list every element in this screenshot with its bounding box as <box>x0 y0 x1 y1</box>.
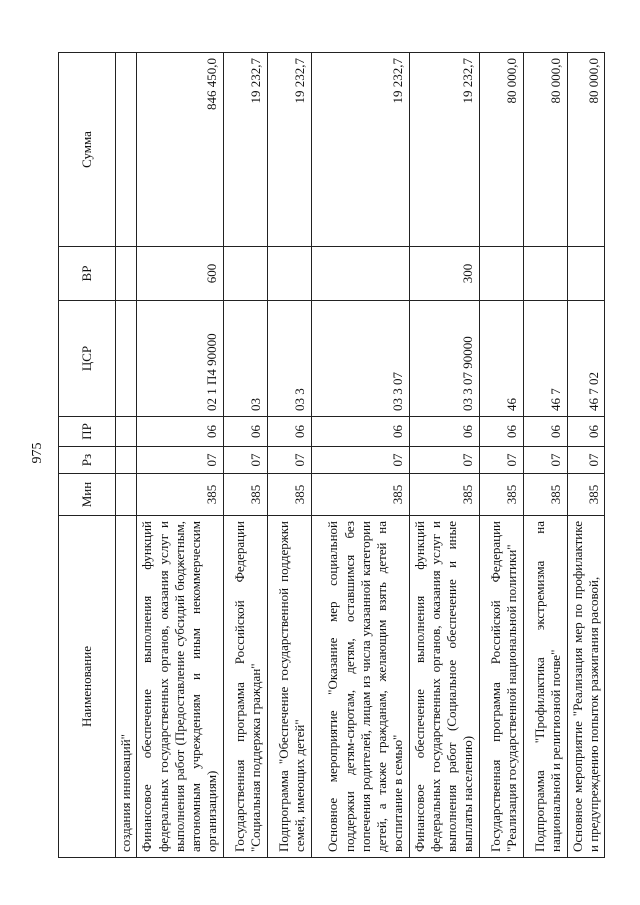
table-row <box>479 53 523 858</box>
header-vr: ВР <box>59 247 116 301</box>
row-sum <box>116 53 137 247</box>
row-vr <box>567 247 605 301</box>
row-min: 385 <box>479 474 523 516</box>
row-sum: 846 450,0 <box>137 53 223 247</box>
row-csr: 46 7 02 <box>567 301 605 417</box>
table-header-row <box>59 53 116 858</box>
row-vr <box>311 247 409 301</box>
row-pr: 06 <box>267 417 311 447</box>
row-vr <box>223 247 267 301</box>
row-pr: 06 <box>409 417 479 447</box>
row-min: 385 <box>311 474 409 516</box>
row-vr <box>523 247 567 301</box>
table-row <box>409 53 479 858</box>
row-sum: 19 232,7 <box>311 53 409 247</box>
row-pr: 06 <box>223 417 267 447</box>
table-row <box>137 53 223 858</box>
row-name: Подпрограмма "Профилактика экстремизма на национальной и религиозной почве" <box>523 516 567 858</box>
row-vr: 300 <box>409 247 479 301</box>
table-row <box>267 53 311 858</box>
row-vr <box>267 247 311 301</box>
row-rz: 07 <box>223 447 267 474</box>
row-sum: 19 232,7 <box>409 53 479 247</box>
row-min: 385 <box>523 474 567 516</box>
header-csr: ЦСР <box>59 301 116 417</box>
table-row <box>116 53 137 858</box>
row-min <box>116 474 137 516</box>
row-sum: 19 232,7 <box>267 53 311 247</box>
row-rz: 07 <box>267 447 311 474</box>
table-row <box>311 53 409 858</box>
budget-table <box>58 52 605 858</box>
row-csr <box>116 301 137 417</box>
row-sum: 80 000,0 <box>523 53 567 247</box>
row-sum: 80 000,0 <box>567 53 605 247</box>
row-sum: 19 232,7 <box>223 53 267 247</box>
row-vr <box>479 247 523 301</box>
row-name: Финансовое обеспечение выполнения функций федеральных государственных органов, оказания услуг и выполнения работ (Социальное обеспечение и иные выплаты населению) <box>409 516 479 858</box>
rotated-page <box>58 53 601 858</box>
row-rz <box>116 447 137 474</box>
header-pr: ПР <box>59 417 116 447</box>
row-pr: 06 <box>567 417 605 447</box>
row-csr: 02 1 П4 90000 <box>137 301 223 417</box>
row-name: Государственная программа Российской Федерации "Социальная поддержка граждан" <box>223 516 267 858</box>
row-name: Основное мероприятие "Реализация мер по профилактике и предупреждению попыток разжигания расовой, <box>567 516 605 858</box>
row-vr: 600 <box>137 247 223 301</box>
header-rz: Рз <box>59 447 116 474</box>
row-sum: 80 000,0 <box>479 53 523 247</box>
table-row <box>223 53 267 858</box>
row-min: 385 <box>409 474 479 516</box>
row-csr: 03 3 07 90000 <box>409 301 479 417</box>
header-name: Наименование <box>59 516 116 858</box>
row-vr <box>116 247 137 301</box>
row-min: 385 <box>567 474 605 516</box>
row-csr: 03 <box>223 301 267 417</box>
table-row <box>567 53 605 858</box>
row-rz: 07 <box>409 447 479 474</box>
row-name: Основное мероприятие "Оказание мер социальной поддержки детям-сиротам, детям, оставшимся без попечения родителей, лицам из числа указанной категории детей, а также гражданам, желающим взять детей на воспитание в семью" <box>311 516 409 858</box>
header-min: Мин <box>59 474 116 516</box>
row-min: 385 <box>267 474 311 516</box>
row-pr <box>116 417 137 447</box>
row-rz: 07 <box>479 447 523 474</box>
row-pr: 06 <box>137 417 223 447</box>
row-pr: 06 <box>479 417 523 447</box>
row-csr: 46 <box>479 301 523 417</box>
row-rz: 07 <box>567 447 605 474</box>
row-name: создания инноваций" <box>116 516 137 858</box>
row-rz: 07 <box>523 447 567 474</box>
row-name: Государственная программа Российской Федерации "Реализация государственной национальной политики" <box>479 516 523 858</box>
row-pr: 06 <box>311 417 409 447</box>
row-rz: 07 <box>137 447 223 474</box>
page-number: 975 <box>30 442 45 464</box>
header-sum: Сумма <box>59 53 116 247</box>
row-name: Подпрограмма "Обеспечение государственной поддержки семей, имеющих детей" <box>267 516 311 858</box>
row-min: 385 <box>137 474 223 516</box>
row-name: Финансовое обеспечение выполнения функций федеральных государственных органов, оказания услуг и выполнения работ (Предоставление субсидий бюджетным, автономным учреждениям и иным некоммерческим организациям) <box>137 516 223 858</box>
table-row <box>523 53 567 858</box>
row-rz: 07 <box>311 447 409 474</box>
row-min: 385 <box>223 474 267 516</box>
row-csr: 03 3 <box>267 301 311 417</box>
row-pr: 06 <box>523 417 567 447</box>
row-csr: 46 7 <box>523 301 567 417</box>
row-csr: 03 3 07 <box>311 301 409 417</box>
